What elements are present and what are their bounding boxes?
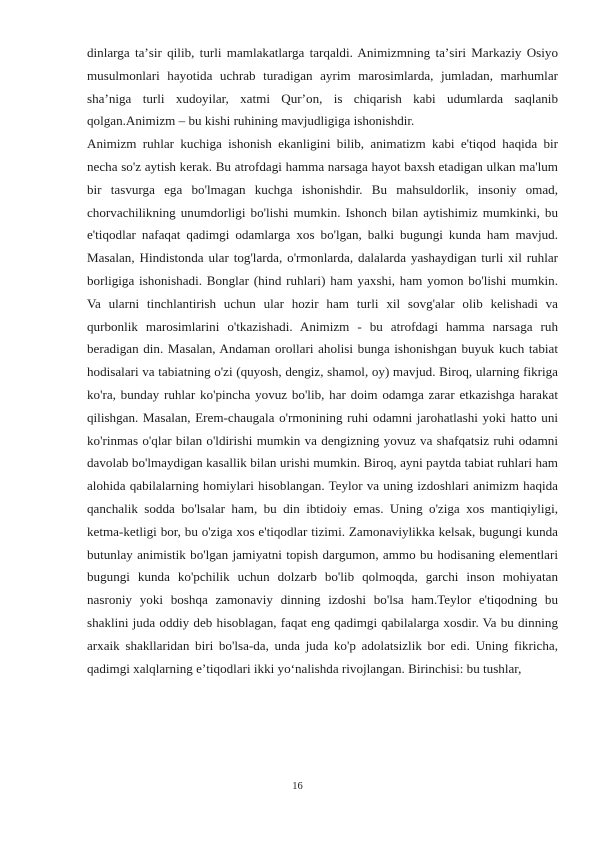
page-number: 16	[292, 781, 303, 792]
body-paragraph-1: dinlarga taʼsir qilib, turli mamlakatlarga tarqaldi. Animizmning taʼsiri Markaziy Osiyo musulmonlari hayotida uchrab turadigan ayrim marosimlarda, jumladan, marhumlar shaʼniga turli xudoyilar, xatmi Qurʼon, is chiqarish kabi udumlarda saqlanib qolgan.Animizm – bu kishi ruhining mavjudligiga ishonishdir.	[87, 45, 558, 129]
document-page	[87, 42, 558, 680]
body-paragraph-2: Animizm ruhlar kuchiga ishonish ekanligini bilib, animatizm kabi e'tiqod haqida bir necha so'z aytish kerak. Bu atrofdagi hamma narsaga hayot baxsh etadigan ulkan ma'lum bir tasvurga ega bo'lmagan kuchga ishonishdir. Bu mahsuldorlik, insoniy omad, chorvachilikning unumdorligi bo'lishi mumkin. Ishonch bilan aytishimiz mumkinki, bu e'tiqodlar nafaqat qadimgi odamlarga xos bo'lgan, balki bugungi kunda ham mavjud. Masalan, Hindistonda ular tog'larda, o'rmonlarda, dalalarda yashaydigan turli xil ruhlar borligiga ishonishadi. Bonglar (hind ruhlari) ham yaxshi, ham yomon bo'lishi mumkin. Va ularni tinchlantirish uchun ular hozir ham turli xil sovg'alar olib kelishadi va qurbonlik marosimlarini o'tkazishadi. Animizm - bu atrofdagi hamma narsaga ruh beradigan din. Masalan, Andaman orollari aholisi bunga ishonishgan buyuk kuch tabiat hodisalari va tabiatning o'zi (quyosh, dengiz, shamol, oy) mavjud. Biroq, ularning fikriga ko'ra, bunday ruhlar ko'pincha yovuz bo'lib, har doim odamga zarar etkazishga harakat qilishgan. Masalan, Erem-chaugala o'rmonining ruhi odamni jarohatlashi yoki hatto uni ko'rinmas o'qlar bilan o'ldirishi mumkin va dengizning yovuz va shafqatsiz ruhi odamni davolab bo'lmaydigan kasallik bilan urishi mumkin. Biroq, ayni paytda tabiat ruhlari ham alohida qabilalarning homiylari hisoblangan. Teylor va uning izdoshlari animizm haqida qanchalik sodda bo'lsalar ham, bu din ibtidoiy emas. Uning o'ziga xos mantiqiyligi, ketma-ketligi bor, bu o'ziga xos e'tiqodlar tizimi. Zamonaviylikka kelsak, bugungi kunda butunlay animistik bo'lgan jamiyatni topish dargumon, ammo bu hodisaning elementlari bugungi kunda ko'pchilik uchun dolzarb bo'lib qolmoqda, garchi inson mohiyatan nasroniy yoki boshqa zamonaviy dinning izdoshi bo'lsa ham.Teylor e'tiqodning bu shaklini juda oddiy deb hisoblagan, faqat eng qadimgi qabilalarga xosdir. Va bu dinning arxaik shakllaridan biri bo'lsa-da, unda juda ko'p adolatsizlik bor edi. Uning fikricha, qadimgi xalqlarning eʼtiqodlari ikki yoʻnalishda rivojlangan. Birinchisi: bu tushlar,	[87, 136, 558, 676]
